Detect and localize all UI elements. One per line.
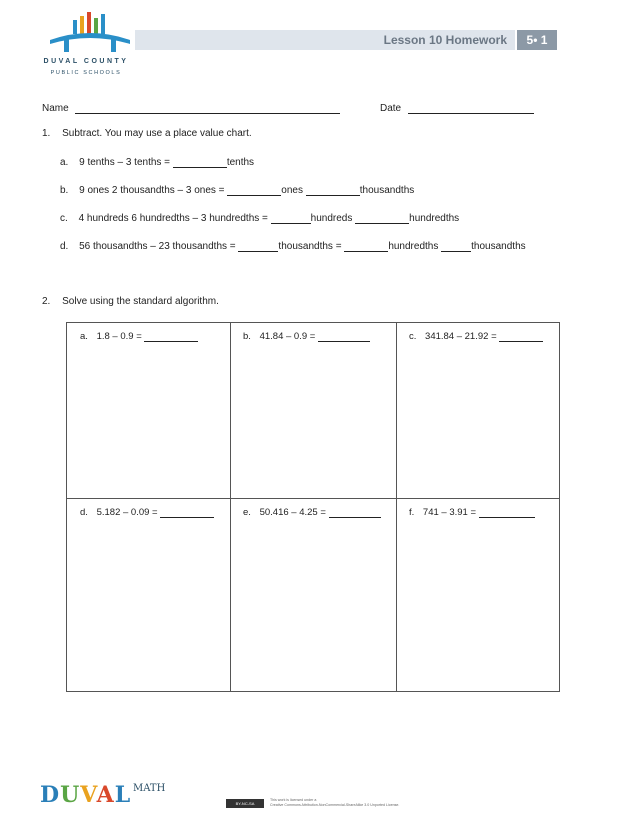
cell-letter: b. (243, 331, 251, 342)
cell-expression: 50.416 – 4.25 = (259, 507, 329, 518)
name-row (42, 102, 340, 114)
answer-blank[interactable] (355, 212, 409, 224)
district-subtitle: PUBLIC SCHOOLS (50, 70, 122, 76)
item-letter: d. (60, 241, 69, 252)
answer-blank[interactable] (344, 240, 388, 252)
problem-number: 1. (42, 128, 51, 139)
work-cell-e[interactable] (231, 499, 396, 692)
cell-prompt (243, 330, 370, 342)
item-text: 56 thousandths – 23 thousandths = (79, 241, 239, 252)
answer-blank[interactable] (227, 184, 281, 196)
item-unit: hundreds (310, 213, 356, 224)
cell-expression: 741 – 3.91 = (422, 507, 479, 518)
cell-prompt (409, 330, 543, 342)
duval-brand-logo (40, 782, 131, 808)
answer-blank[interactable] (479, 506, 535, 518)
item-text: 9 tenths – 3 tenths = (79, 157, 173, 168)
item-letter: c. (60, 213, 68, 224)
work-grid (66, 322, 560, 692)
problem-1a (60, 156, 254, 168)
item-unit: tenths (226, 157, 255, 168)
license-text (270, 798, 440, 808)
cell-letter: c. (409, 331, 417, 342)
answer-blank[interactable] (238, 240, 278, 252)
item-unit: hundredths (388, 241, 442, 252)
work-cell-c[interactable] (397, 323, 561, 498)
answer-blank[interactable] (318, 330, 370, 342)
problem-1-heading (42, 128, 252, 139)
item-text: 9 ones 2 thousandths – 3 ones = (79, 185, 228, 196)
cell-prompt (80, 330, 198, 342)
answer-blank[interactable] (329, 506, 381, 518)
answer-blank[interactable] (160, 506, 214, 518)
answer-blank[interactable] (271, 212, 311, 224)
cell-expression: 41.84 – 0.9 = (259, 331, 318, 342)
problem-1d (60, 240, 526, 252)
item-unit: thousandths (359, 185, 415, 196)
answer-blank[interactable] (499, 330, 543, 342)
answer-blank[interactable] (306, 184, 360, 196)
item-unit: hundredths (409, 213, 460, 224)
problem-number: 2. (42, 296, 51, 307)
item-unit: ones (281, 185, 306, 196)
problem-2-heading (42, 296, 219, 307)
cell-letter: e. (243, 507, 251, 518)
district-name: DUVAL COUNTY (43, 58, 129, 65)
cell-expression: 5.182 – 0.09 = (96, 507, 161, 518)
creative-commons-badge[interactable]: BY-NC-SA (226, 799, 264, 808)
answer-blank[interactable] (441, 240, 471, 252)
name-label: Name (42, 103, 69, 114)
brand-letter: D (40, 782, 61, 808)
problem-instruction: Solve using the standard algorithm. (62, 296, 219, 307)
problem-1c (60, 212, 459, 224)
item-text: 4 hundreds 6 hundredths – 3 hundredths = (78, 213, 271, 224)
item-letter: b. (60, 185, 69, 196)
work-cell-d[interactable] (67, 499, 230, 692)
cell-expression: 341.84 – 21.92 = (425, 331, 500, 342)
lesson-title: Lesson 10 Homework (383, 33, 507, 47)
bridge-logo-icon (48, 12, 132, 64)
work-cell-f[interactable] (397, 499, 561, 692)
date-label: Date (380, 103, 402, 114)
cell-prompt (409, 506, 535, 518)
work-cell-a[interactable] (67, 323, 230, 498)
license-line: This work is licensed under a (270, 798, 317, 802)
brand-letter: L (114, 782, 132, 808)
problem-1b (60, 184, 414, 196)
cell-letter: a. (80, 331, 88, 342)
cell-letter: f. (409, 507, 415, 518)
brand-letter: V (80, 782, 97, 808)
grade-badge: 5• 1 (517, 30, 557, 50)
problem-instruction: Subtract. You may use a place value chart. (62, 128, 252, 139)
cell-prompt (80, 506, 214, 518)
name-field[interactable] (75, 102, 340, 114)
item-unit: thousandths = (278, 241, 345, 252)
cell-prompt (243, 506, 381, 518)
item-unit: thousandths (471, 241, 526, 252)
cell-letter: d. (80, 507, 88, 518)
answer-blank[interactable] (173, 156, 227, 168)
date-row (380, 102, 534, 114)
work-cell-b[interactable] (231, 323, 396, 498)
brand-letter: A (96, 782, 115, 808)
math-label: MATH (133, 783, 166, 794)
answer-blank[interactable] (144, 330, 198, 342)
date-field[interactable] (408, 102, 534, 114)
brand-letter: U (60, 782, 81, 808)
item-letter: a. (60, 157, 69, 168)
license-line: Creative Commons Attribution-NonCommercial-ShareAlike 3.0 Unported License. (270, 803, 400, 807)
header-bar (135, 30, 515, 50)
cell-expression: 1.8 – 0.9 = (96, 331, 145, 342)
